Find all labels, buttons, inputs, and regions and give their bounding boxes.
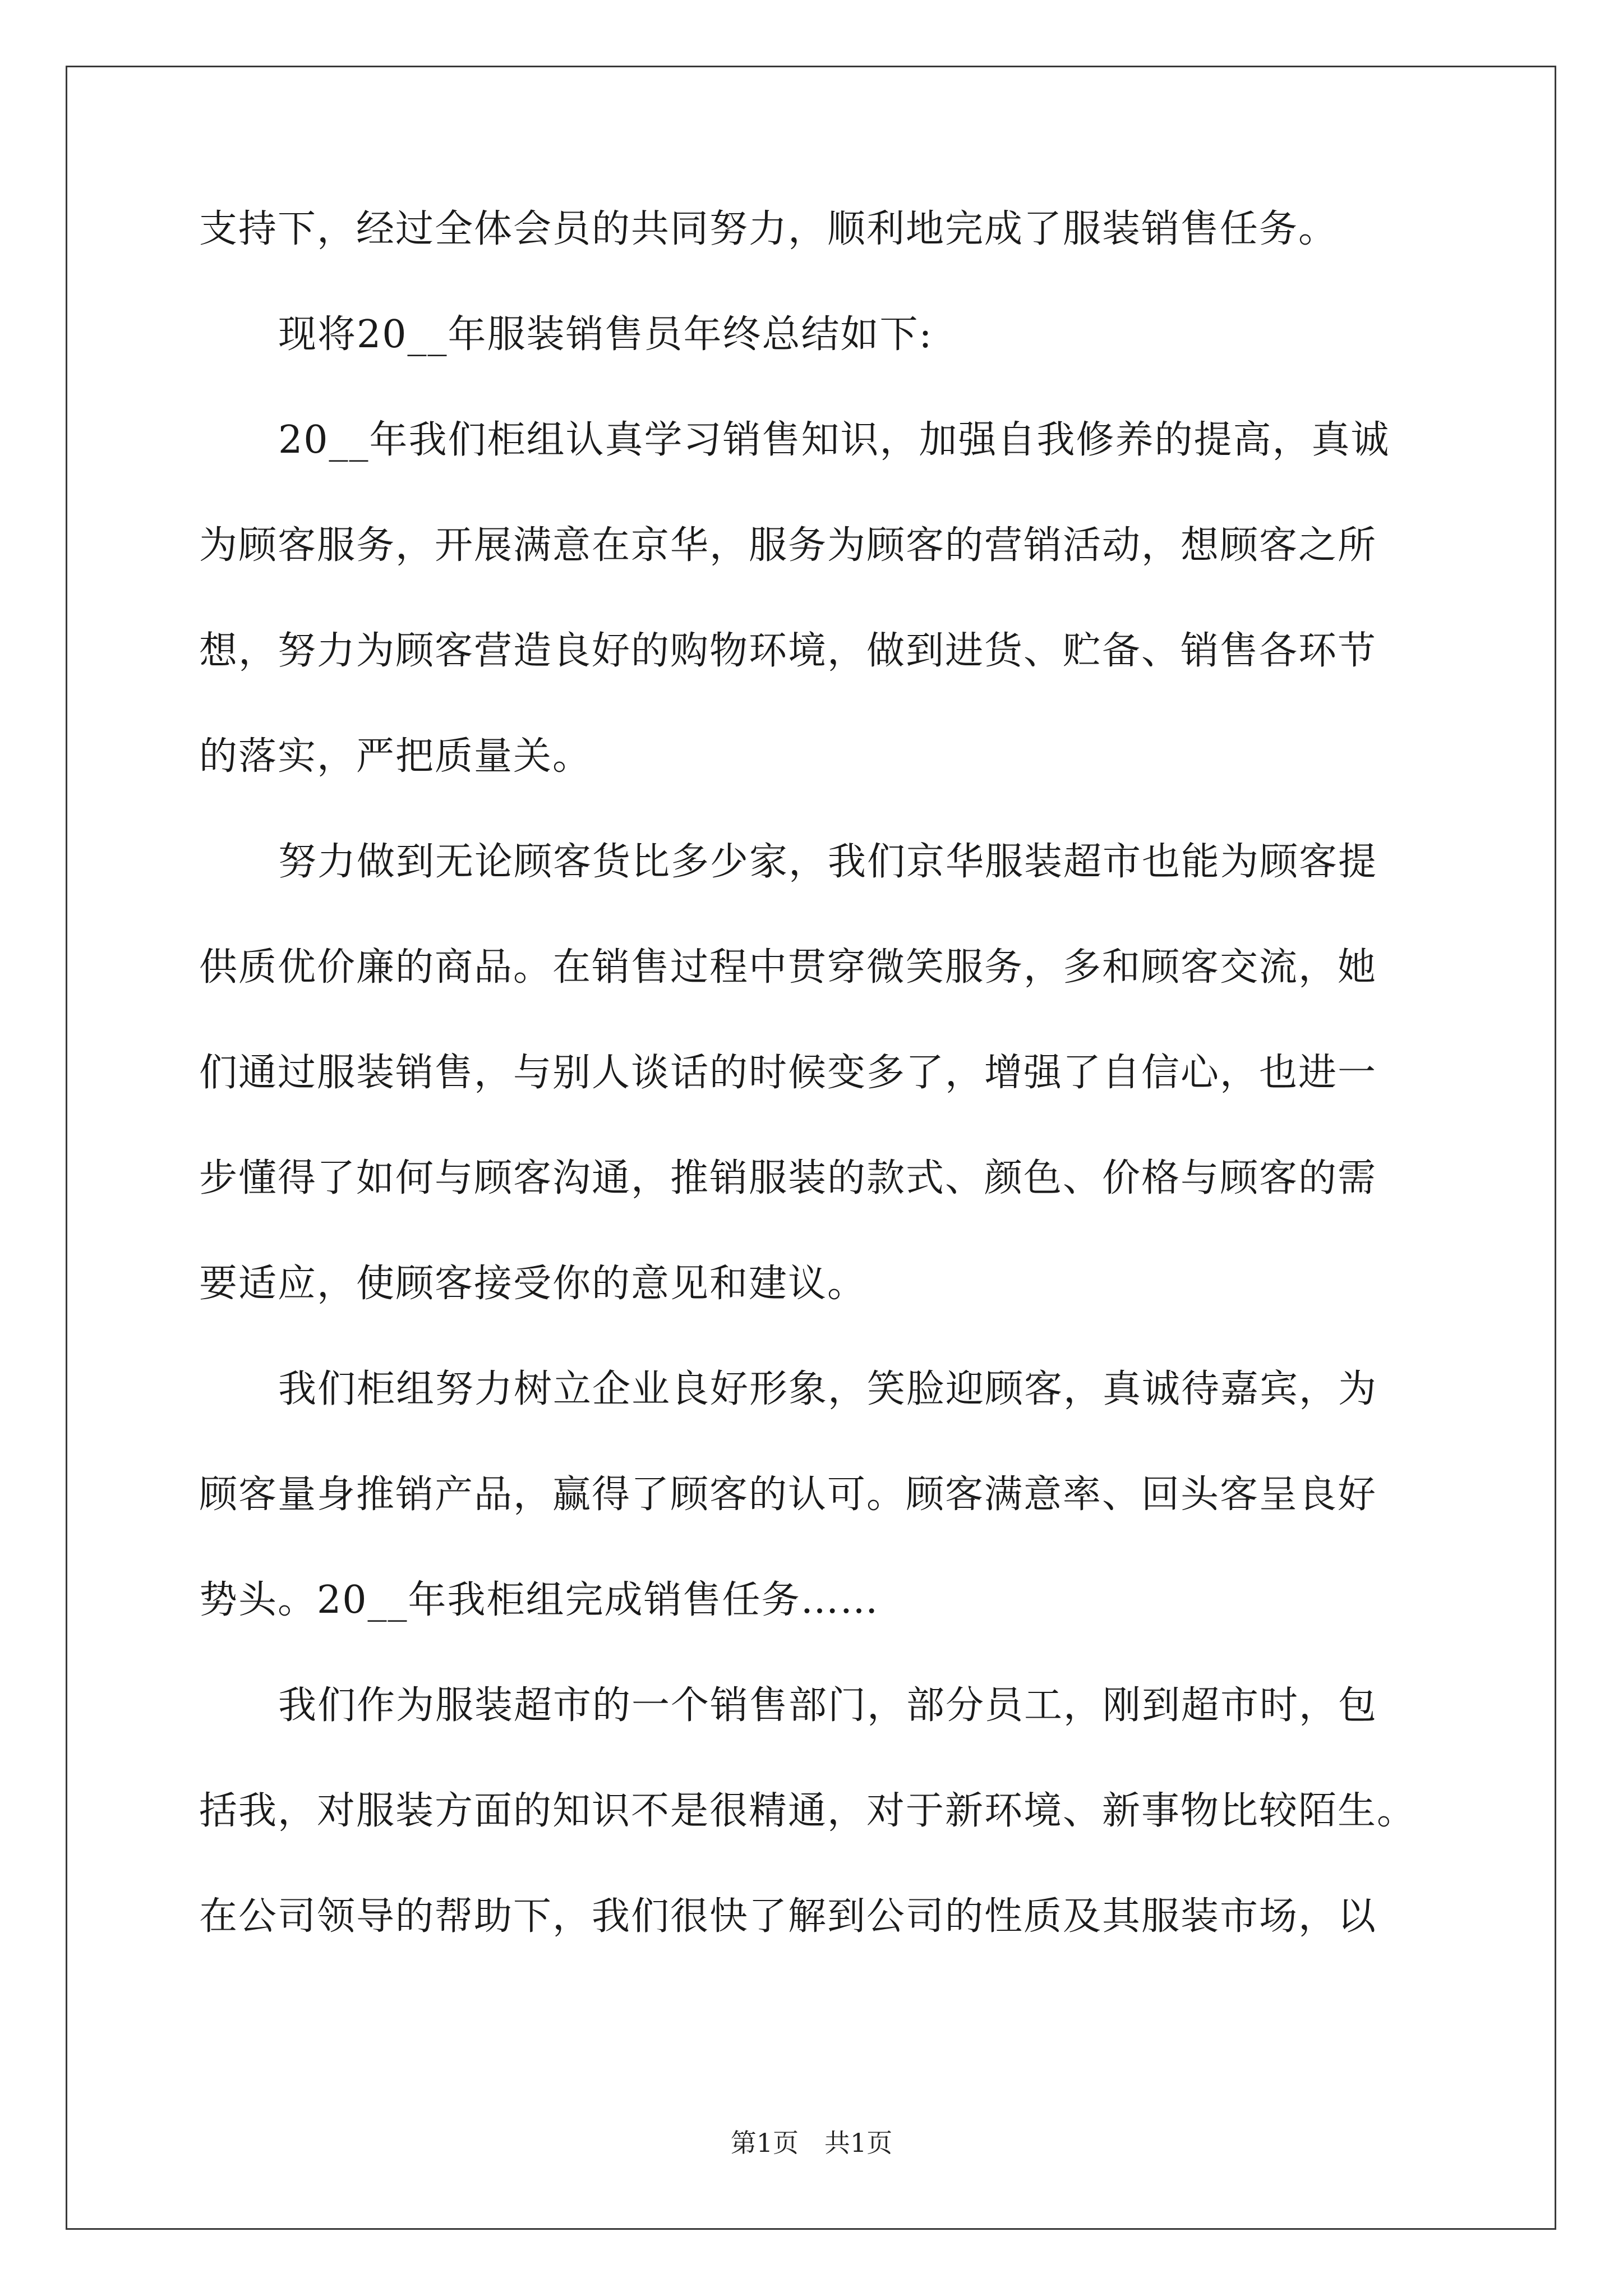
text-line: 顾客量身推销产品，赢得了顾客的认可。顾客满意率、回头客呈良好 bbox=[199, 1473, 1377, 1517]
text-line: 供质优价廉的商品。在销售过程中贯穿微笑服务，多和顾客交流，她 bbox=[199, 945, 1377, 990]
text-line: 20__年我们柜组认真学习销售知识，加强自我修养的提高，真诚 bbox=[278, 418, 1390, 462]
text-line: 步懂得了如何与顾客沟通，推销服装的款式、颜色、价格与顾客的需 bbox=[199, 1156, 1377, 1200]
text-line: 想，努力为顾客营造良好的购物环境，做到进货、贮备、销售各环节 bbox=[199, 629, 1377, 673]
text-line: 努力做到无论顾客货比多少家，我们京华服装超市也能为顾客提 bbox=[278, 840, 1378, 884]
text-line: 括我，对服装方面的知识不是很精通，对于新环境、新事物比较陌生。 bbox=[199, 1789, 1417, 1833]
text-line: 我们柜组努力树立企业良好形象，笑脸迎顾客，真诚待嘉宾，为 bbox=[278, 1367, 1378, 1411]
text-line: 势头。20__年我柜组完成销售任务…… bbox=[199, 1578, 879, 1622]
text-line: 支持下，经过全体会员的共同努力，顺利地完成了服装销售任务。 bbox=[199, 207, 1338, 251]
text-line: 为顾客服务，开展满意在京华，服务为顾客的营销活动，想顾客之所 bbox=[199, 523, 1377, 568]
text-line: 的落实，严把质量关。 bbox=[199, 734, 592, 779]
text-line: 要适应，使顾客接受你的意见和建议。 bbox=[199, 1262, 867, 1306]
text-line: 们通过服装销售，与别人谈话的时候变多了，增强了自信心，也进一 bbox=[199, 1051, 1377, 1095]
text-line: 我们作为服装超市的一个销售部门，部分员工，刚到超市时，包 bbox=[278, 1683, 1378, 1728]
text-line: 现将20__年服装销售员年终总结如下: bbox=[278, 312, 933, 357]
page-number-footer: 第1页 共1页 bbox=[730, 2128, 893, 2158]
text-line: 在公司领导的帮助下，我们很快了解到公司的性质及其服装市场，以 bbox=[199, 1894, 1377, 1939]
